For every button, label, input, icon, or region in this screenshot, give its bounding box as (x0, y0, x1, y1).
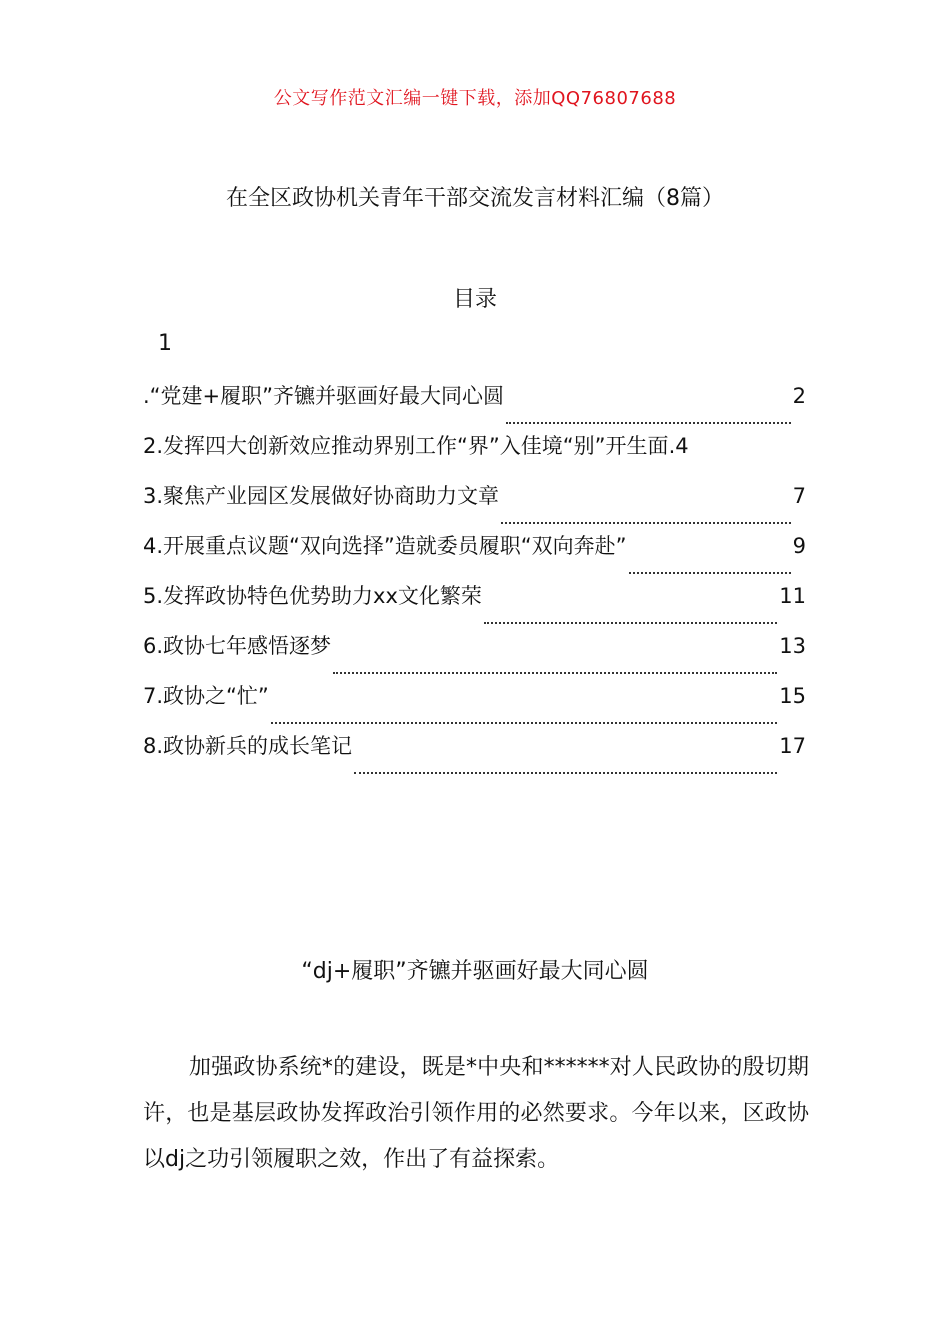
toc-dot-leader (501, 521, 791, 524)
toc-entry-label: 5.发挥政协特色优势助力xx文化繁荣 (143, 584, 482, 608)
body-paragraph: 加强政协系统*的建设，既是*中央和******对人民政协的殷切期许，也是基层政协发挥政治引领作用的必然要求。今年以来，区政协以dj之功引领履职之效，作出了有益探索。 (143, 1055, 809, 1172)
toc-entry-7[interactable] (143, 680, 806, 730)
document-title: 在全区政协机关青年干部交流发言材料汇编（8篇） (226, 186, 724, 211)
toc-entry-4[interactable] (143, 530, 806, 580)
toc-entry-page: 7 (792, 484, 806, 508)
toc-entry-5[interactable] (143, 580, 806, 630)
toc-dot-leader (333, 671, 777, 674)
toc-dot-leader (354, 771, 777, 774)
toc-entry-3[interactable] (143, 480, 806, 530)
toc-entry-label: 6.政协七年感悟逐梦 (143, 634, 332, 658)
toc-entry-label: 2.发挥四大创新效应推动界别工作“界”入佳境“别”开生面 (143, 434, 669, 458)
toc-entry-page: 13 (779, 634, 806, 658)
toc-leading-number: 1 (158, 331, 172, 356)
toc-dot-leader (629, 571, 791, 574)
toc-entry-page: 15 (779, 684, 806, 708)
toc-entry-page: 11 (779, 584, 806, 608)
table-of-contents (143, 380, 806, 780)
toc-entry-label: 8.政协新兵的成长笔记 (143, 734, 353, 758)
toc-entry-page: 17 (779, 734, 806, 758)
section-title: “dj+履职”齐镳并驱画好最大同心圆 (301, 959, 649, 984)
toc-entry-1[interactable] (143, 380, 806, 430)
toc-dot-leader (271, 721, 777, 724)
toc-entry-2[interactable] (143, 430, 806, 480)
toc-entry-8[interactable] (143, 730, 806, 780)
toc-dot-leader (484, 621, 777, 624)
download-banner: 公文写作范文汇编一键下载，添加QQ76807688 (273, 88, 677, 109)
toc-entry-label: 4.开展重点议题“双向选择”造就委员履职“双向奔赴” (143, 534, 627, 558)
toc-entry-6[interactable] (143, 630, 806, 680)
toc-entry-page: 9 (792, 534, 806, 558)
toc-entry-label: 7.政协之“忙” (143, 684, 269, 708)
toc-entry-page: 2 (792, 384, 806, 408)
toc-dot-leader (506, 421, 791, 424)
toc-heading: 目录 (452, 287, 497, 312)
toc-entry-page: .4 (668, 434, 689, 458)
toc-entry-label: 3.聚焦产业园区发展做好协商助力文章 (143, 484, 500, 508)
toc-entry-label: .“党建+履职”齐镳并驱画好最大同心圆 (143, 384, 505, 408)
